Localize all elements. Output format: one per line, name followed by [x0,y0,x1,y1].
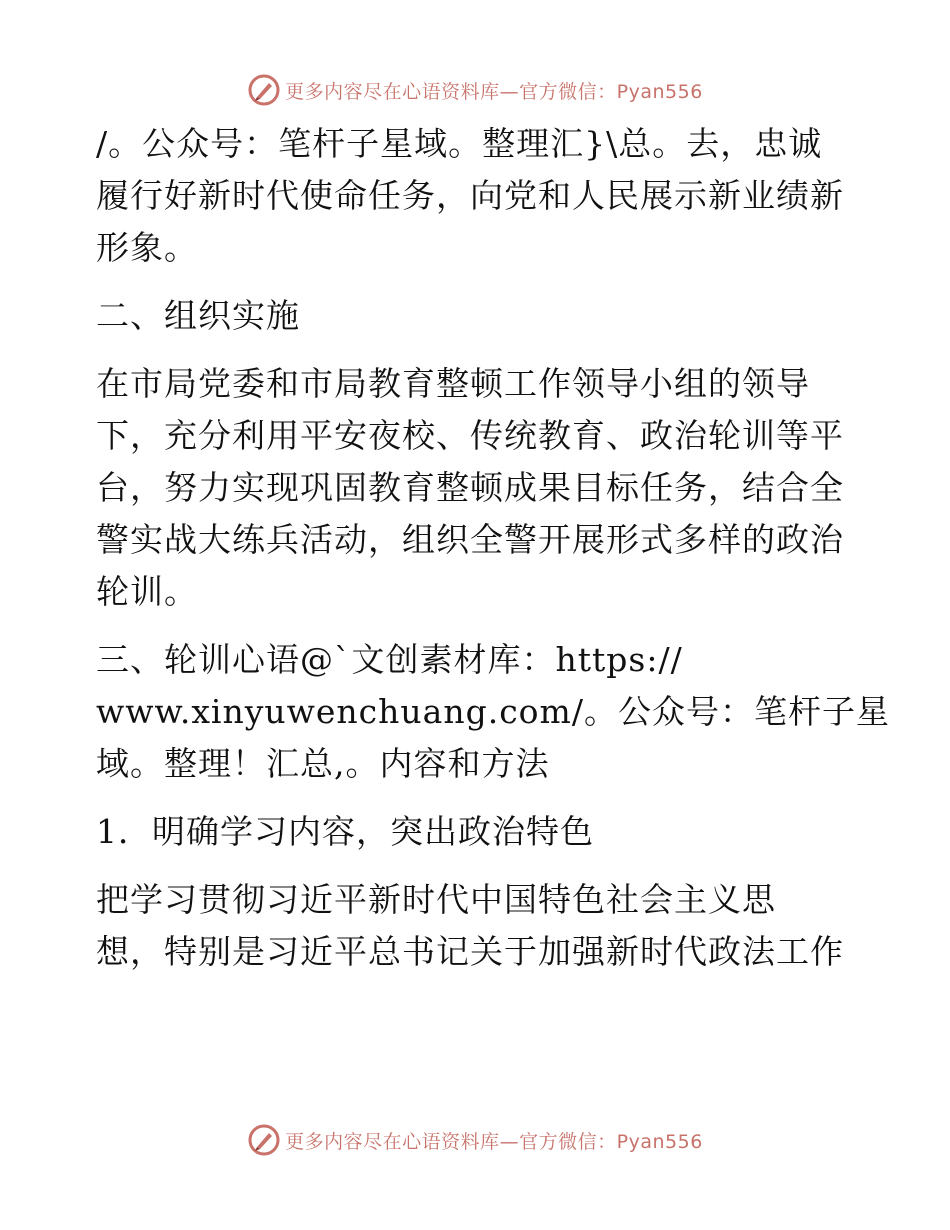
watermark-banner-top [0,70,950,110]
text-line: 履行好新时代使命任务，向党和人民展示新业绩新 [96,176,844,215]
watermark-text: 更多内容尽在心语资料库—官方微信：Pyan556 [285,1130,703,1153]
text-line: 警实战大练兵活动，组织全警开展形式多样的政治 [96,520,844,559]
paragraph [96,874,856,978]
paragraph [96,806,856,858]
document-body [96,118,890,994]
pen-nib-logo-icon [247,1123,281,1157]
paragraph [96,634,890,790]
text-line: www.xinyuwenchuang.com/。公众号：笔杆子星 [96,692,890,731]
pen-nib-logo-icon [247,73,281,107]
text-line: 下，充分利用平安夜校、传统教育、政治轮训等平 [96,416,844,455]
text-line: 把学习贯彻习近平新时代中国特色社会主义思 [96,880,776,919]
text-line: 想，特别是习近平总书记关于加强新时代政法工作 [96,932,844,971]
paragraph [96,290,856,342]
text-line: 在市局党委和市局教育整顿工作领导小组的领导 [96,364,810,403]
text-line: 三、轮训心语@`文创素材库：https:// [96,640,683,679]
paragraph [96,358,856,618]
text-line: /。公众号：笔杆子星域。整理汇}\总。去，忠诚 [96,124,823,163]
text-line: 台，努力实现巩固教育整顿成果目标任务，结合全 [96,468,844,507]
text-line: 二、组织实施 [96,296,300,335]
watermark-text: 更多内容尽在心语资料库—官方微信：Pyan556 [285,80,703,103]
watermark-banner-bottom [0,1120,950,1160]
paragraph [96,118,856,274]
text-line: 域。整理！汇总,。内容和方法 [96,744,550,783]
text-line: 形象。 [96,228,198,267]
text-line: 轮训。 [96,572,198,611]
text-line: 1．明确学习内容，突出政治特色 [96,812,594,851]
